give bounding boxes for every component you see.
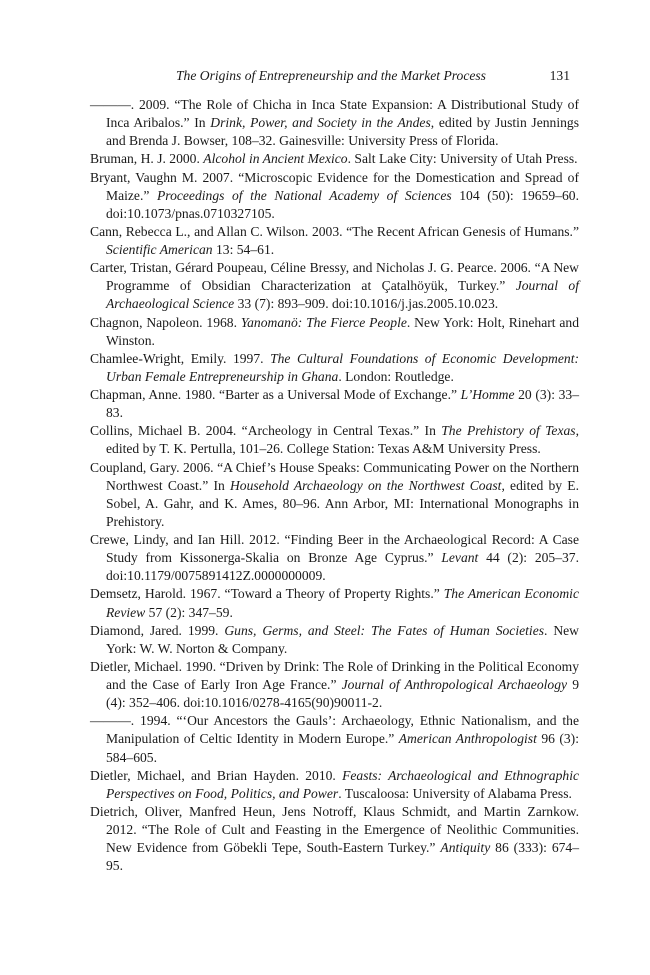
reference-entry (90, 96, 579, 150)
reference-italic-title: Levant (441, 550, 479, 566)
reference-text: Cann, Rebecca L., and Allan C. Wilson. 2003. “The Recent African Genesis of Humans.” (90, 223, 579, 239)
running-head (90, 66, 570, 86)
reference-italic-title: Alcohol in Ancient Mexico (203, 151, 348, 167)
reference-text: 96 (3): 584–605. (106, 731, 579, 765)
reference-text: 44 (2): 205–37. doi:10.1179/0075891412Z.0000000009. (106, 550, 579, 584)
reference-entry (90, 622, 579, 658)
reference-text: 57 (2): 347–59. (145, 604, 233, 620)
reference-text: Bruman, H. J. 2000. (90, 151, 204, 167)
reference-entry (90, 314, 579, 350)
reference-text: . New York: Holt, Rinehart and Winston. (106, 314, 579, 348)
reference-text: 33 (7): 893–909. doi:10.1016/j.jas.2005.10.023. (234, 296, 499, 312)
reference-text: Carter, Tristan, Gérard Poupeau, Céline Bressy, and Nicholas J. G. Pearce. 2006. “A New Programme of Obsidian Characterization at Çatalhöyük, Turkey.” (90, 260, 579, 294)
reference-entry (90, 712, 579, 766)
reference-italic-title: L’Homme (460, 387, 515, 402)
reference-italic-title: The Prehistory of Texas (441, 423, 576, 439)
reference-text: . New York: W. W. Norton & Company. (106, 622, 579, 656)
reference-italic-title: Journal of Anthropological Archaeology (341, 677, 568, 692)
reference-text: Chapman, Anne. 1980. “Barter as a Universal Mode of Exchange.” (90, 387, 461, 402)
reference-entry (90, 531, 579, 585)
reference-italic-title: Yanomanö: The Fierce People (240, 314, 407, 330)
reference-entry (90, 803, 579, 876)
reference-italic-title: Household Archaeology on the Northwest Coast (229, 477, 502, 493)
reference-text: . Tuscaloosa: University of Alabama Press. (338, 785, 572, 801)
reference-text: ———. 2009. “The Role of Chicha in Inca State Expansion: A Distributional Study of Inca Aribalos.” In (90, 97, 579, 131)
reference-entry (90, 350, 579, 386)
reference-text: Chagnon, Napoleon. 1968. (90, 314, 241, 330)
reference-entry (90, 223, 579, 259)
reference-entry (90, 658, 579, 712)
reference-entry (90, 259, 579, 313)
reference-text: , edited by T. K. Pertulla, 101–26. College Station: Texas A&M University Press. (106, 423, 579, 457)
reference-text: Bryant, Vaughn M. 2007. “Microscopic Evidence for the Domestication and Spread of Maize.” (90, 169, 579, 203)
reference-entry (90, 169, 579, 223)
reference-italic-title: Proceedings of the National Academy of Sciences (156, 187, 452, 203)
reference-text: Dietrich, Oliver, Manfred Heun, Jens Notroff, Klaus Schmidt, and Martin Zarnkow. 2012. “The Role of Cult and Feasting in the Emergence of Neolithic Communities. New Evidence from Göbekli Tepe, South-Eastern Turkey.” (90, 803, 579, 856)
reference-italic-title: The Cultural Foundations of Economic Development: Urban Female Entrepreneurship in Ghana (106, 350, 579, 384)
reference-italic-title: American Anthropologist (398, 731, 537, 747)
reference-text: Coupland, Gary. 2006. “A Chief’s House Speaks: Communicating Power on the Northern Northwest Coast.” In (90, 459, 579, 493)
reference-entry (90, 422, 579, 458)
reference-text: 104 (50): 19659–60. doi:10.1073/pnas.0710327105. (106, 187, 579, 221)
reference-entry (90, 767, 579, 803)
reference-italic-title: Antiquity (440, 840, 491, 856)
reference-italic-title: Feasts: Archaeological and Ethnographic Perspectives on Food, Politics, and Power (106, 767, 580, 801)
reference-text: . London: Routledge. (338, 368, 454, 384)
reference-italic-title: Journal of Archaeological Science (106, 278, 579, 312)
reference-text: Chamlee-Wright, Emily. 1997. (90, 350, 271, 366)
reference-entry (90, 585, 579, 621)
reference-italic-title: Scientific American (106, 242, 213, 257)
page-number: 131 (549, 68, 570, 83)
reference-text: . Salt Lake City: University of Utah Press. (347, 151, 578, 167)
reference-text: 20 (3): 33–83. (106, 387, 579, 421)
reference-text: 9 (4): 352–406. doi:10.1016/0278-4165(90)90011-2. (106, 677, 579, 711)
reference-text: Crewe, Lindy, and Ian Hill. 2012. “Finding Beer in the Archaeological Record: A Case Study from Kissonerga-Skalia on Bronze Age Cyprus.” (90, 532, 579, 566)
reference-text: , edited by E. Sobel, A. Gahr, and K. Ames, 80–96. Ann Arbor, MI: International Monographs in Prehistory. (106, 477, 579, 529)
reference-text: Collins, Michael B. 2004. “Archeology in Central Texas.” In (90, 423, 442, 439)
reference-italic-title: Drink, Power, and Society in the Andes (210, 115, 431, 131)
reference-text: Dietler, Michael, and Brian Hayden. 2010. (90, 767, 343, 783)
reference-entry (90, 459, 579, 532)
reference-text: ———. 1994. “‘Our Ancestors the Gauls’: Archaeology, Ethnic Nationalism, and the Manipulation of Celtic Identity in Modern Europe.” (90, 713, 579, 747)
reference-text: Dietler, Michael. 1990. “Driven by Drink: The Role of Drinking in the Political Economy and the Case of Early Iron Age France.” (90, 658, 579, 692)
reference-italic-title: Guns, Germs, and Steel: The Fates of Human Societies (224, 622, 545, 638)
reference-text: , edited by Justin Jennings and Brenda J. Bowser, 108–32. Gainesville: University Press of Florida. (106, 115, 580, 149)
reference-text: 86 (333): 674–95. (106, 840, 580, 874)
reference-text: Demsetz, Harold. 1967. “Toward a Theory of Property Rights.” (90, 586, 444, 602)
reference-text: Diamond, Jared. 1999. (90, 622, 225, 638)
reference-italic-title: The American Economic Review (106, 586, 579, 620)
reference-text: 13: 54–61. (212, 242, 275, 257)
reference-entry (90, 386, 579, 422)
reference-list (90, 96, 579, 875)
running-title: The Origins of Entrepreneurship and the Market Process (176, 68, 486, 83)
reference-entry (90, 150, 579, 168)
